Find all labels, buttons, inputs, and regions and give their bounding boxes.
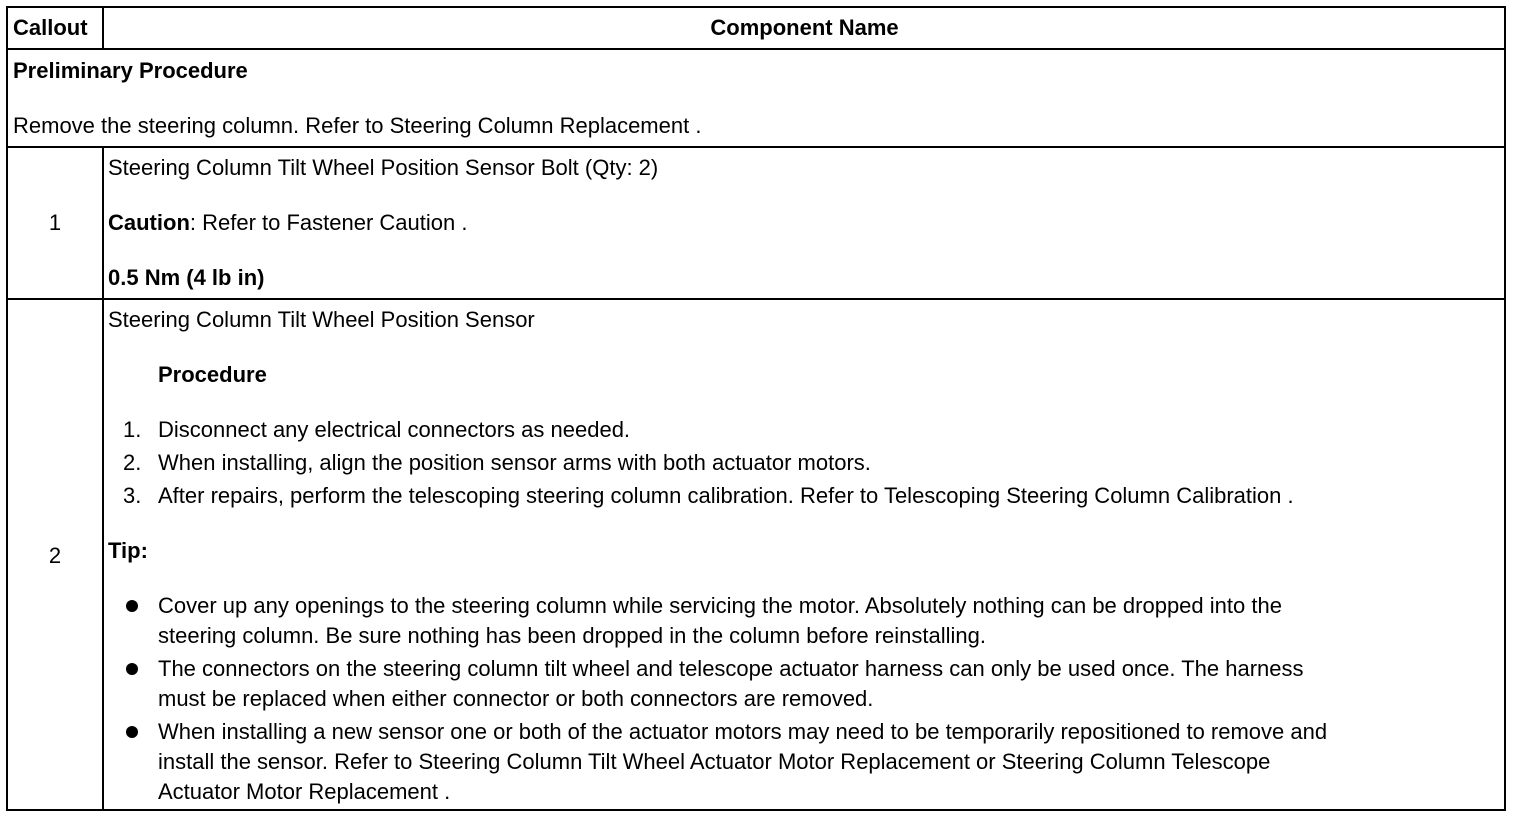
bullet-icon	[126, 600, 138, 612]
caution-label: Caution	[108, 210, 190, 235]
step-number: 2.	[123, 450, 142, 475]
row2-component-name: Steering Column Tilt Wheel Position Sensor	[108, 307, 535, 332]
tip-item-line: must be replaced when either connector or both connectors are removed.	[158, 686, 874, 711]
header-component-name: Component Name	[710, 15, 899, 40]
tip-item-line: steering column. Be sure nothing has been dropped in the column before reinstalling.	[158, 623, 986, 648]
column-divider-body	[102, 146, 104, 809]
caution-text: : Refer to Fastener Caution .	[189, 210, 468, 235]
step-number: 1.	[123, 417, 142, 442]
preliminary-title: Preliminary Procedure	[13, 58, 248, 83]
header-callout: Callout	[13, 15, 88, 40]
tip-item-line: The connectors on the steering column tilt wheel and telescope actuator harness can only be used once. The harness	[158, 656, 1304, 681]
tip-item-line: Cover up any openings to the steering column while servicing the motor. Absolutely nothing can be dropped into the	[158, 593, 1282, 618]
step-item: When installing, align the position sensor arms with both actuator motors.	[158, 450, 871, 475]
step-item: After repairs, perform the telescoping steering column calibration. Refer to Telescoping Steering Column Calibration .	[158, 483, 1294, 508]
row1-torque: 0.5 Nm (4 lb in)	[108, 265, 265, 290]
preliminary-text: Remove the steering column. Refer to Steering Column Replacement .	[13, 113, 702, 138]
tip-label: Tip:	[108, 538, 148, 563]
row1-divider	[8, 298, 1504, 300]
tip-item-line: install the sensor. Refer to Steering Column Tilt Wheel Actuator Motor Replacement or Steering Column Telescope	[158, 749, 1271, 774]
row2-callout: 2	[48, 543, 62, 568]
preliminary-divider	[8, 146, 1504, 148]
step-item: Disconnect any electrical connectors as needed.	[158, 417, 631, 442]
procedure-title: Procedure	[158, 362, 267, 387]
header-divider	[8, 48, 1504, 50]
step-number: 3.	[123, 483, 142, 508]
tip-item-line: When installing a new sensor one or both of the actuator motors may need to be temporarily repositioned to remove and	[158, 719, 1328, 744]
bullet-icon	[126, 726, 138, 738]
row1-caution	[108, 210, 467, 236]
tip-item-line: Actuator Motor Replacement .	[158, 779, 451, 804]
bullet-icon	[126, 663, 138, 675]
row1-callout: 1	[48, 210, 62, 235]
row1-component-name: Steering Column Tilt Wheel Position Sensor Bolt (Qty: 2)	[108, 155, 659, 180]
